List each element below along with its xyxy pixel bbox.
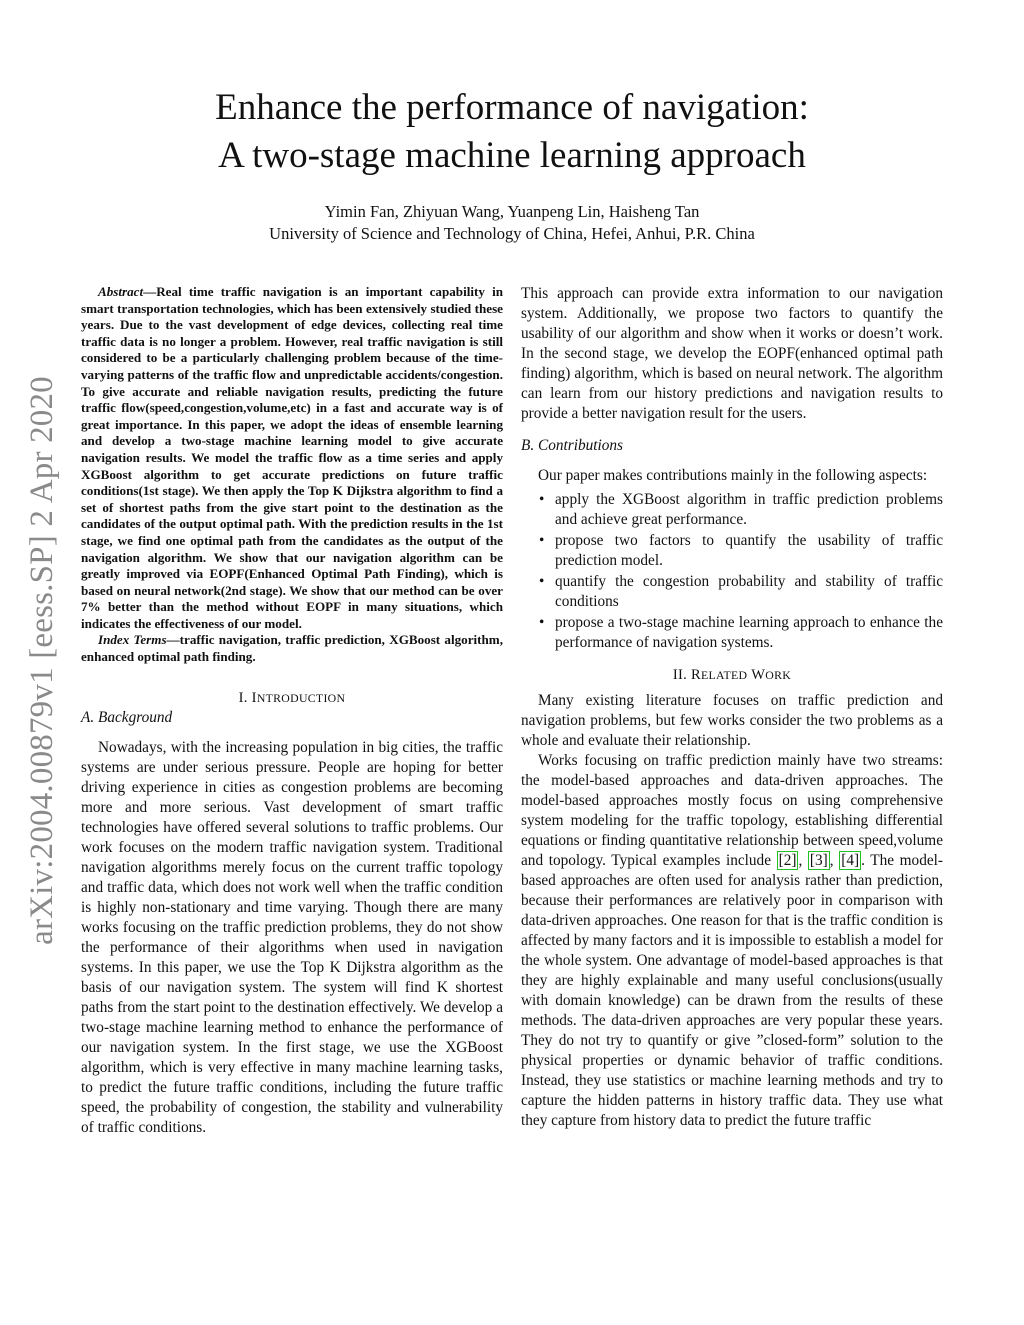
bullet-icon: • <box>539 491 545 508</box>
title-line-1: Enhance the performance of navigation: <box>215 87 809 128</box>
bullet-icon: • <box>539 614 545 631</box>
abstract-text: —Real time traffic navigation is an important capability in smart transportation technologies, which has been extensively studied these years. Due to the vast development of edge devices, collecting real time traffic data is no longer a problem. However, real traffic navigation is still considered to be a particularly challenging problem because of the time-varying patterns of the traffic flow and unpredictable accidents/congestion. To give accurate and reliable navigation results, predicting the future traffic flow(speed,congestion,volume,etc) in a fast and accurate way is of great importance. In this paper, we adopt the ideas of ensemble learning and develop a two-stage machine learning model to give accurate navigation results. We model the traffic flow as a time series and apply XGBoost algorithm to get accurate predictions on future traffic conditions(1st stage). We then apply the Top K Dijkstra algorithm to find a set of shortest paths from the give start point to the destination as the candidates of the output optimal path. With the prediction results in the 1st stage, we find one optimal path from the candidates as the output of the navigation algorithm. We show that our navigation algorithm can be greatly improved via EOPF(Enhanced Optimal Path Finding), which is based on neural network(2nd stage). We show that our method can be over 7% better than the method without EOPF in many situations, which indicates the effectiveness of our model. <box>81 284 503 631</box>
right-column <box>521 284 943 1131</box>
section-heading-related-work: II. RELATED WORK <box>672 667 792 683</box>
list-item: • propose a two-stage machine learning approach to enhance the performance of navigation systems. <box>539 614 943 651</box>
index-terms <box>81 632 503 665</box>
subsection-heading-background: A. Background <box>81 708 173 726</box>
index-terms-text: —traffic navigation, traffic prediction, XGBoost algorithm, enhanced optimal path finding. <box>81 632 503 665</box>
citation-link-3[interactable]: [3] <box>809 852 828 869</box>
intro-continuation-paragraph: This approach can provide extra information to our navigation system. Additionally, we propose two factors to quantify the usability of our algorithm and show when it works or doesn’t work. In the second stage, we develop the EOPF(enhanced optimal path finding) algorithm, which is based on neural network. The algorithm can learn from our history predictions and navigation results to provide a better navigation result for the users. <box>521 285 943 422</box>
index-terms-label: Index Terms <box>98 632 167 648</box>
related-work-paragraph-2: Works focusing on traffic prediction mainly have two streams: the model-based approaches and data-driven approaches. The model-based approaches mostly focus on using comprehensive system modeling for the traffic topology, establishing differential equations or finding quantitative relationship between speed,volume and topology. Typical examples include [2] , [3] , [4] . The model-based approaches are often used for analysis rather than prediction, because their performances are relatively poor in comparison with data-driven approaches. One reason for that is the traffic condition is affected by many factors and it is impossible to establish a model for the whole system. One advantage of model-based approaches is that they are highly explainable and many useful conclusions(usually with domain knowledge) can be drawn from the results of these methods. The data-driven approaches are very popular these years. They do not try to quantify or give ”closed-form” solution to the physical properties or dynamic behavior of traffic conditions. Instead, they use statistics or machine learning methods and try to capture the hidden patterns in history traffic data. They use what they capture from history data to predict the future traffic <box>521 752 943 1129</box>
related-work-paragraph-1: Many existing literature focuses on traffic prediction and navigation problems, but few works consider the two problems as a whole and evaluate their relationship. <box>521 692 943 749</box>
section-heading-introduction: I. INTRODUCTION <box>238 689 346 706</box>
contributions-intro: Our paper makes contributions mainly in the following aspects: <box>538 467 928 484</box>
list-item: • quantify the congestion probability and stability of traffic conditions <box>539 573 943 610</box>
background-paragraph: Nowadays, with the increasing population in big cities, the traffic systems are under serious pressure. People are hoping for better driving experience in cities as congestion problems are becoming more and more serious. Vast development of smart traffic technologies have offered several solutions to traffic problems. Our work focuses on the modern traffic navigation system. Traditional navigation algorithms merely focus on the current traffic topology and traffic data, which does not work well when the traffic condition is highly non-stationary and time varying. Though there are many works focusing on the traffic prediction problems, they do not show the performance of their algorithms when used in navigation systems. In this paper, we use the Top K Dijkstra algorithm as the basis of our navigation system. The system will find K shortest paths from the start point to the destination effectively. We develop a two-stage machine learning method to enhance the performance of our navigation system. In the first stage, we use the XGBoost algorithm, which is very effective in many machine learning tasks, to predict the future traffic conditions, including the future traffic speed, the probability of congestion, the stability and vulnerability of traffic conditions. <box>81 738 503 1136</box>
list-item: • apply the XGBoost algorithm in traffic prediction problems and achieve great performance. <box>539 491 943 528</box>
abstract <box>81 284 503 632</box>
title-line-2: A two-stage machine learning approach <box>218 135 806 176</box>
abstract-label: Abstract <box>98 284 144 299</box>
list-item: • propose two factors to quantify the usability of traffic prediction model. <box>539 532 943 569</box>
arxiv-identifier <box>16 340 68 980</box>
citation-link-2[interactable]: [2] <box>778 852 797 869</box>
author-names: Yimin Fan, Zhiyuan Wang, Yuanpeng Lin, Haisheng Tan <box>324 202 700 221</box>
left-column <box>81 284 503 1138</box>
subsection-heading-contributions: B. Contributions <box>521 437 623 454</box>
arxiv-identifier-text: arXiv:2004.00879v1 [eess.SP] 2 Apr 2020 <box>23 375 60 945</box>
citation-link-4[interactable]: [4] <box>841 852 860 869</box>
paper-title <box>0 84 1024 180</box>
bullet-icon: • <box>539 532 545 549</box>
bullet-icon: • <box>539 573 545 590</box>
author-block <box>0 201 1024 245</box>
contributions-list <box>521 490 943 653</box>
affiliation: University of Science and Technology of China, Hefei, Anhui, P.R. China <box>269 224 755 243</box>
